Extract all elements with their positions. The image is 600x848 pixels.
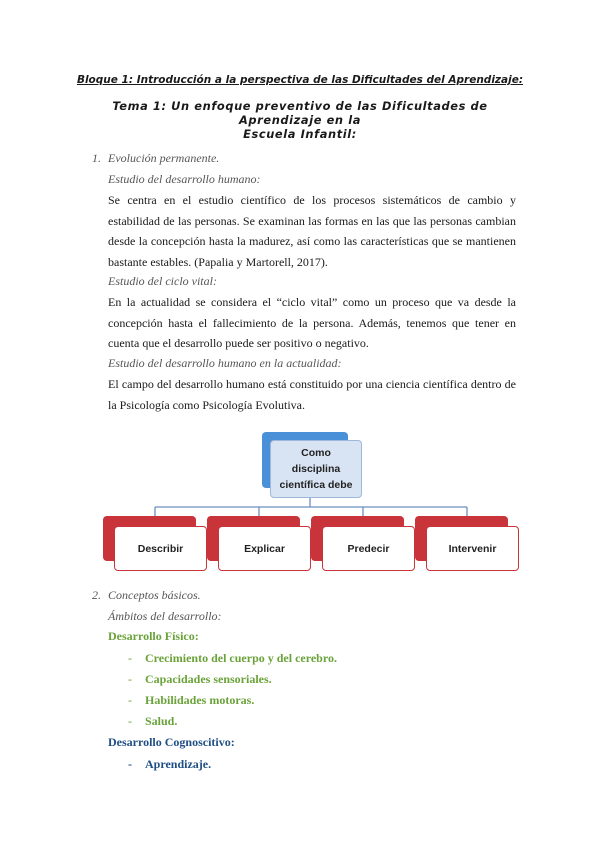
topic-title-line1: Tema 1: Un enfoque preventivo de las Dificultades de Aprendizaje en la [112,99,488,127]
node-predecir-label: Predecir [347,542,390,555]
node-intervenir [426,526,519,571]
scope-heading: Ámbitos del desarrollo: [108,609,222,623]
physical-item-4: Salud. [145,714,178,728]
bullet-dash: - [128,651,132,665]
node-explicar-label: Explicar [244,542,285,555]
node-predecir [322,526,415,571]
bullet-dash: - [128,672,132,686]
bullet-dash: - [128,693,132,707]
section1-title: Evolución permanente. [108,151,220,165]
node-describir-label: Describir [137,542,184,555]
physical-heading: Desarrollo Físico: [108,629,199,643]
section1-number: 1. [92,151,101,165]
root-node-label: Como disciplina científica debe [279,447,353,491]
node-intervenir-label: Intervenir [448,542,497,555]
sub2-heading: Estudio del ciclo vital: [108,274,217,288]
sub3-paragraph: El campo del desarrollo humano está constituido por una ciencia científica dentro de la Psicología como Psicología Evolutiva. [108,377,516,412]
bullet-dash: - [128,714,132,728]
node-explicar [218,526,311,571]
root-node [270,440,362,498]
sub1-heading: Estudio del desarrollo humano: [108,172,261,186]
physical-item-3: Habilidades motoras. [145,693,255,707]
sub3-heading: Estudio del desarrollo humano en la actualidad: [108,356,342,370]
cognitive-item-1: Aprendizaje. [145,757,212,771]
physical-item-2: Capacidades sensoriales. [145,672,272,686]
block-title: Bloque 1: Introducción a la perspectiva de las Dificultades del Aprendizaje: [76,74,524,86]
sub1-paragraph: Se centra en el estudio científico de los procesos sistemáticos de cambio y estabilidad de las personas. Se examinan las formas en las que las personas cambian desde la concepción hasta la madurez, así como las características que se mantienen bastante estables. (Papalia y Martorell, 2017). [108,193,516,269]
cognitive-heading: Desarrollo Cognoscitivo: [108,735,235,749]
section2-number: 2. [92,588,101,602]
physical-item-1: Crecimiento del cuerpo y del cerebro. [145,651,337,665]
section2-title: Conceptos básicos. [108,588,201,602]
topic-title-line2: Escuela Infantil: [243,127,357,141]
node-describir [114,526,207,571]
bullet-dash: - [128,757,132,771]
sub2-paragraph: En la actualidad se considera el “ciclo vital” como un proceso que va desde la concepción hasta el fallecimiento de la persona. Además, tenemos que tener en cuenta que el desarrollo puede ser positivo o negativo. [108,295,516,350]
